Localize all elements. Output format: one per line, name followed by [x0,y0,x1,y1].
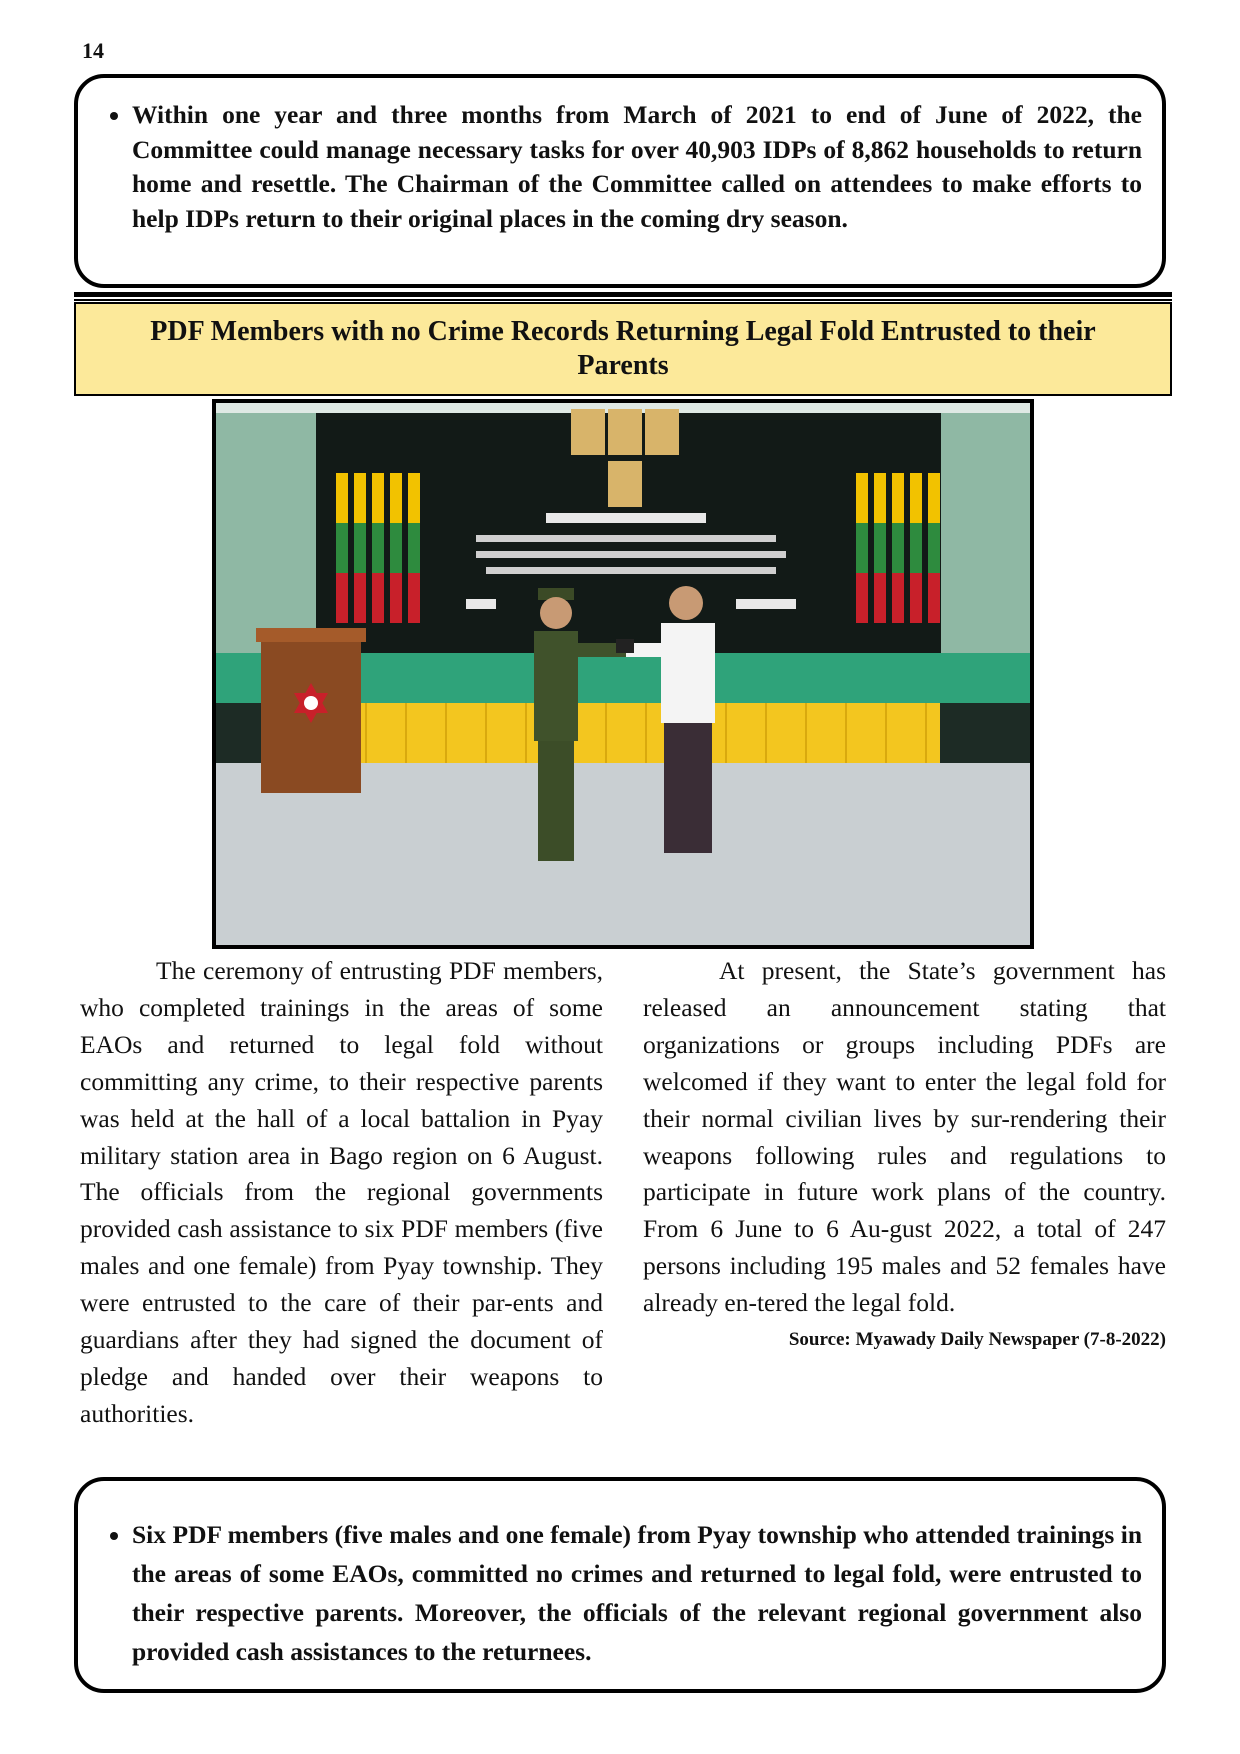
article-paragraph-right: At present, the State’s government has released an announcement stating that organizations or groups including PDFs are welcomed if they want to enter the legal fold for their normal civilian lives by sur-rendering their weapons following rules and regulations to participate in future work plans of the country. From 6 June to 6 Au-gust 2022, a total of 247 persons including 195 males and 52 females have already en-tered the legal fold. [643,956,1166,1318]
ceremony-photo-image [216,403,1030,945]
article-paragraph-left: The ceremony of entrusting PDF members, who completed trainings in the areas of some EAOs and returned to legal fold without committing any crime, to their respective parents was held at the hall of a local battalion in Pyay military station area in Bago region on 6 August. The officials from the regional governments provided cash assistance to six PDF members (five males and one female) from Pyay township. They were entrusted to the care of their par-ents and guardians after they had signed the document of pledge and handed over their weapons to authorities. [80,956,603,1428]
summary-bullet-bottom: • Six PDF members (five males and one female) from Pyay township who attended trainings in the areas of some EAOs, committed no crimes and returned to legal fold, were entrusted to their respective parents. Moreover, the officials of the relevant regional government also provided cash assistances to the returnees. [132,1515,1142,1671]
ceremony-photo [212,399,1034,949]
article-headline: PDF Members with no Crime Records Returning Legal Fold Entrusted to their Parents [74,302,1172,396]
article-column-right [643,953,1166,1359]
source-citation: Source: Myawady Daily Newspaper (7-8-2022) [788,1329,1166,1351]
article-column-left [80,953,603,1433]
divider-thick [74,292,1172,297]
summary-box-bottom [74,1477,1166,1693]
summary-box-top [74,74,1166,288]
page-number: 14 [82,38,104,63]
divider-thin [74,299,1172,301]
summary-bullet-top: • Within one year and three months from March of 2021 to end of June of 2022, the Committee could manage necessary tasks for over 40,903 IDPs of 8,862 households to return home and resettle. The Chairman of the Committee called on attendees to make efforts to help IDPs return to their original places in the coming dry season. [132,98,1142,236]
